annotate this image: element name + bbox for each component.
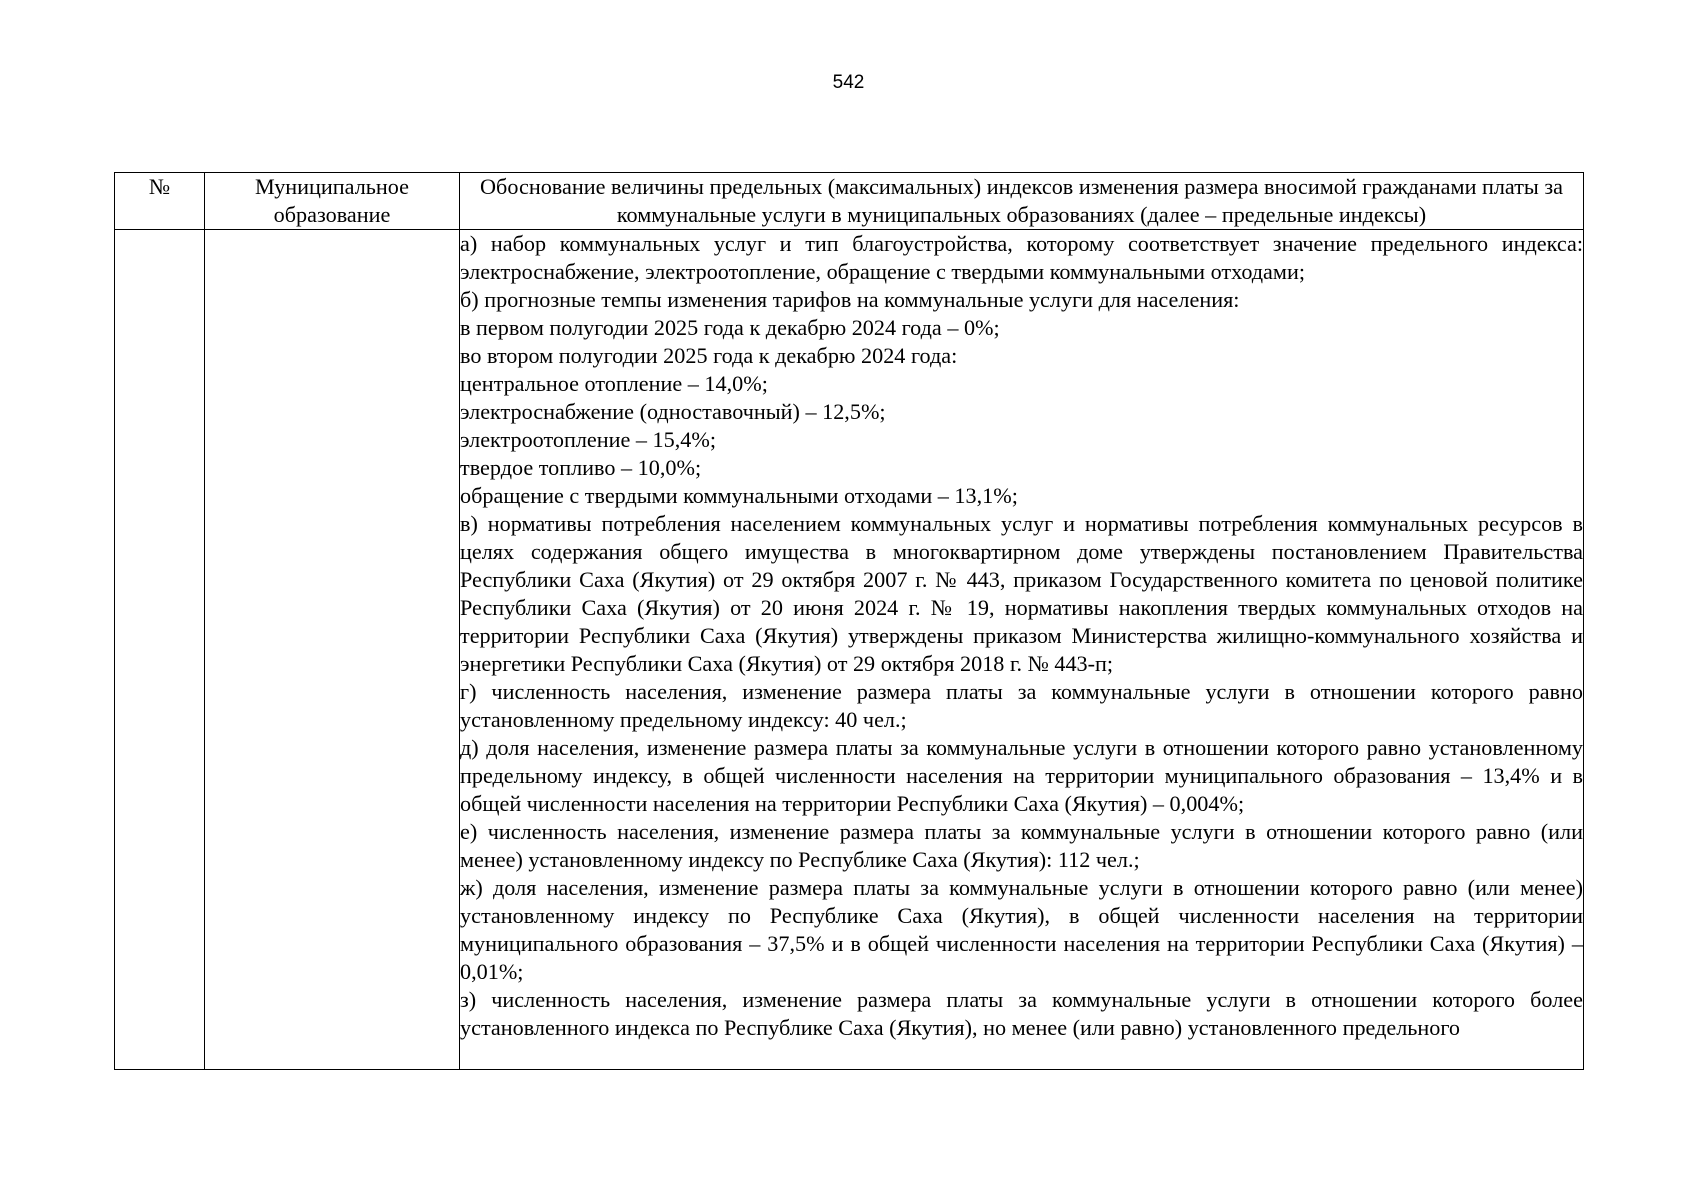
paragraph-b-solid-fuel: твердое топливо – 10,0%; [460,455,702,480]
paragraph-b-first-half: в первом полугодии 2025 года к декабрю 2024 года – 0%; [460,315,1000,340]
header-municipality: Муниципальное образование [205,173,460,230]
paragraph-zh: ж) доля населения, изменение размера платы за коммунальные услуги в отношении которого равно (или менее) установленному индексу по Республике Саха (Якутия), в общей численности населения на территории муниципального образования – 37,5% и в общей численности населения на территории Республики Саха (Якутия) – 0,01%; [460,875,1583,984]
paragraph-g: г) численность населения, изменение размера платы за коммунальные услуги в отношении которого равно установленному предельному индексу: 40 чел.; [460,679,1583,732]
page-number: 542 [832,72,865,93]
paragraph-d: д) доля населения, изменение размера платы за коммунальные услуги в отношении которого равно установленному предельному индексу, в общей численности населения на территории муниципального образования – 13,4% и в общей численности населения на территории Республики Саха (Якутия) – 0,004%; [460,735,1583,816]
paragraph-b: б) прогнозные темпы изменения тарифов на коммунальные услуги для населения: [460,287,1240,312]
table-header [115,173,1584,230]
header-row [115,173,1584,230]
paragraph-b-electricity: электроснабжение (одноставочный) – 12,5%; [460,399,886,424]
paragraph-a: а) набор коммунальных услуг и тип благоустройства, которому соответствует значение предельного индекса: электроснабжение, электроотопление, обращение с твердыми коммунальными отходами; [460,231,1583,284]
table-row [115,230,1584,1070]
paragraph-b-electric-heating: электроотопление – 15,4%; [460,427,717,452]
cell-number [115,230,205,1070]
indices-table [114,172,1584,1070]
header-number: № [115,173,205,230]
paragraph-b-heating: центральное отопление – 14,0%; [460,371,768,396]
cell-municipality [205,230,460,1070]
paragraph-b-waste: обращение с твердыми коммунальными отходами – 13,1%; [460,483,1018,508]
header-justification: Обоснование величины предельных (максимальных) индексов изменения размера вносимой гражданами платы за коммунальные услуги в муниципальных образованиях (далее – предельные индексы) [460,173,1584,230]
paragraph-e: е) численность населения, изменение размера платы за коммунальные услуги в отношении которого равно (или менее) установленному индексу по Республике Саха (Якутия): 112 чел.; [460,819,1583,872]
cell-justification [460,230,1584,1070]
paragraph-z: з) численность населения, изменение размера платы за коммунальные услуги в отношении которого более установленного индекса по Республике Саха (Якутия), но менее (или равно) установленного предельного [460,987,1583,1040]
paragraph-b-second-half: во втором полугодии 2025 года к декабрю 2024 года: [460,343,958,368]
paragraph-v: в) нормативы потребления населением коммунальных услуг и нормативы потребления коммунальных ресурсов в целях содержания общего имущества в многоквартирном доме утверждены постановлением Правительства Республики Саха (Якутия) от 29 октября 2007 г. № 443, приказом Государственного комитета по ценовой политике Республики Саха (Якутия) от 20 июня 2024 г. № 19, нормативы накопления твердых коммунальных отходов на территории Республики Саха (Якутия) утверждены приказом Министерства жилищно-коммунального хозяйства и энергетики Республики Саха (Якутия) от 29 октября 2018 г. № 443-п; [460,511,1583,676]
